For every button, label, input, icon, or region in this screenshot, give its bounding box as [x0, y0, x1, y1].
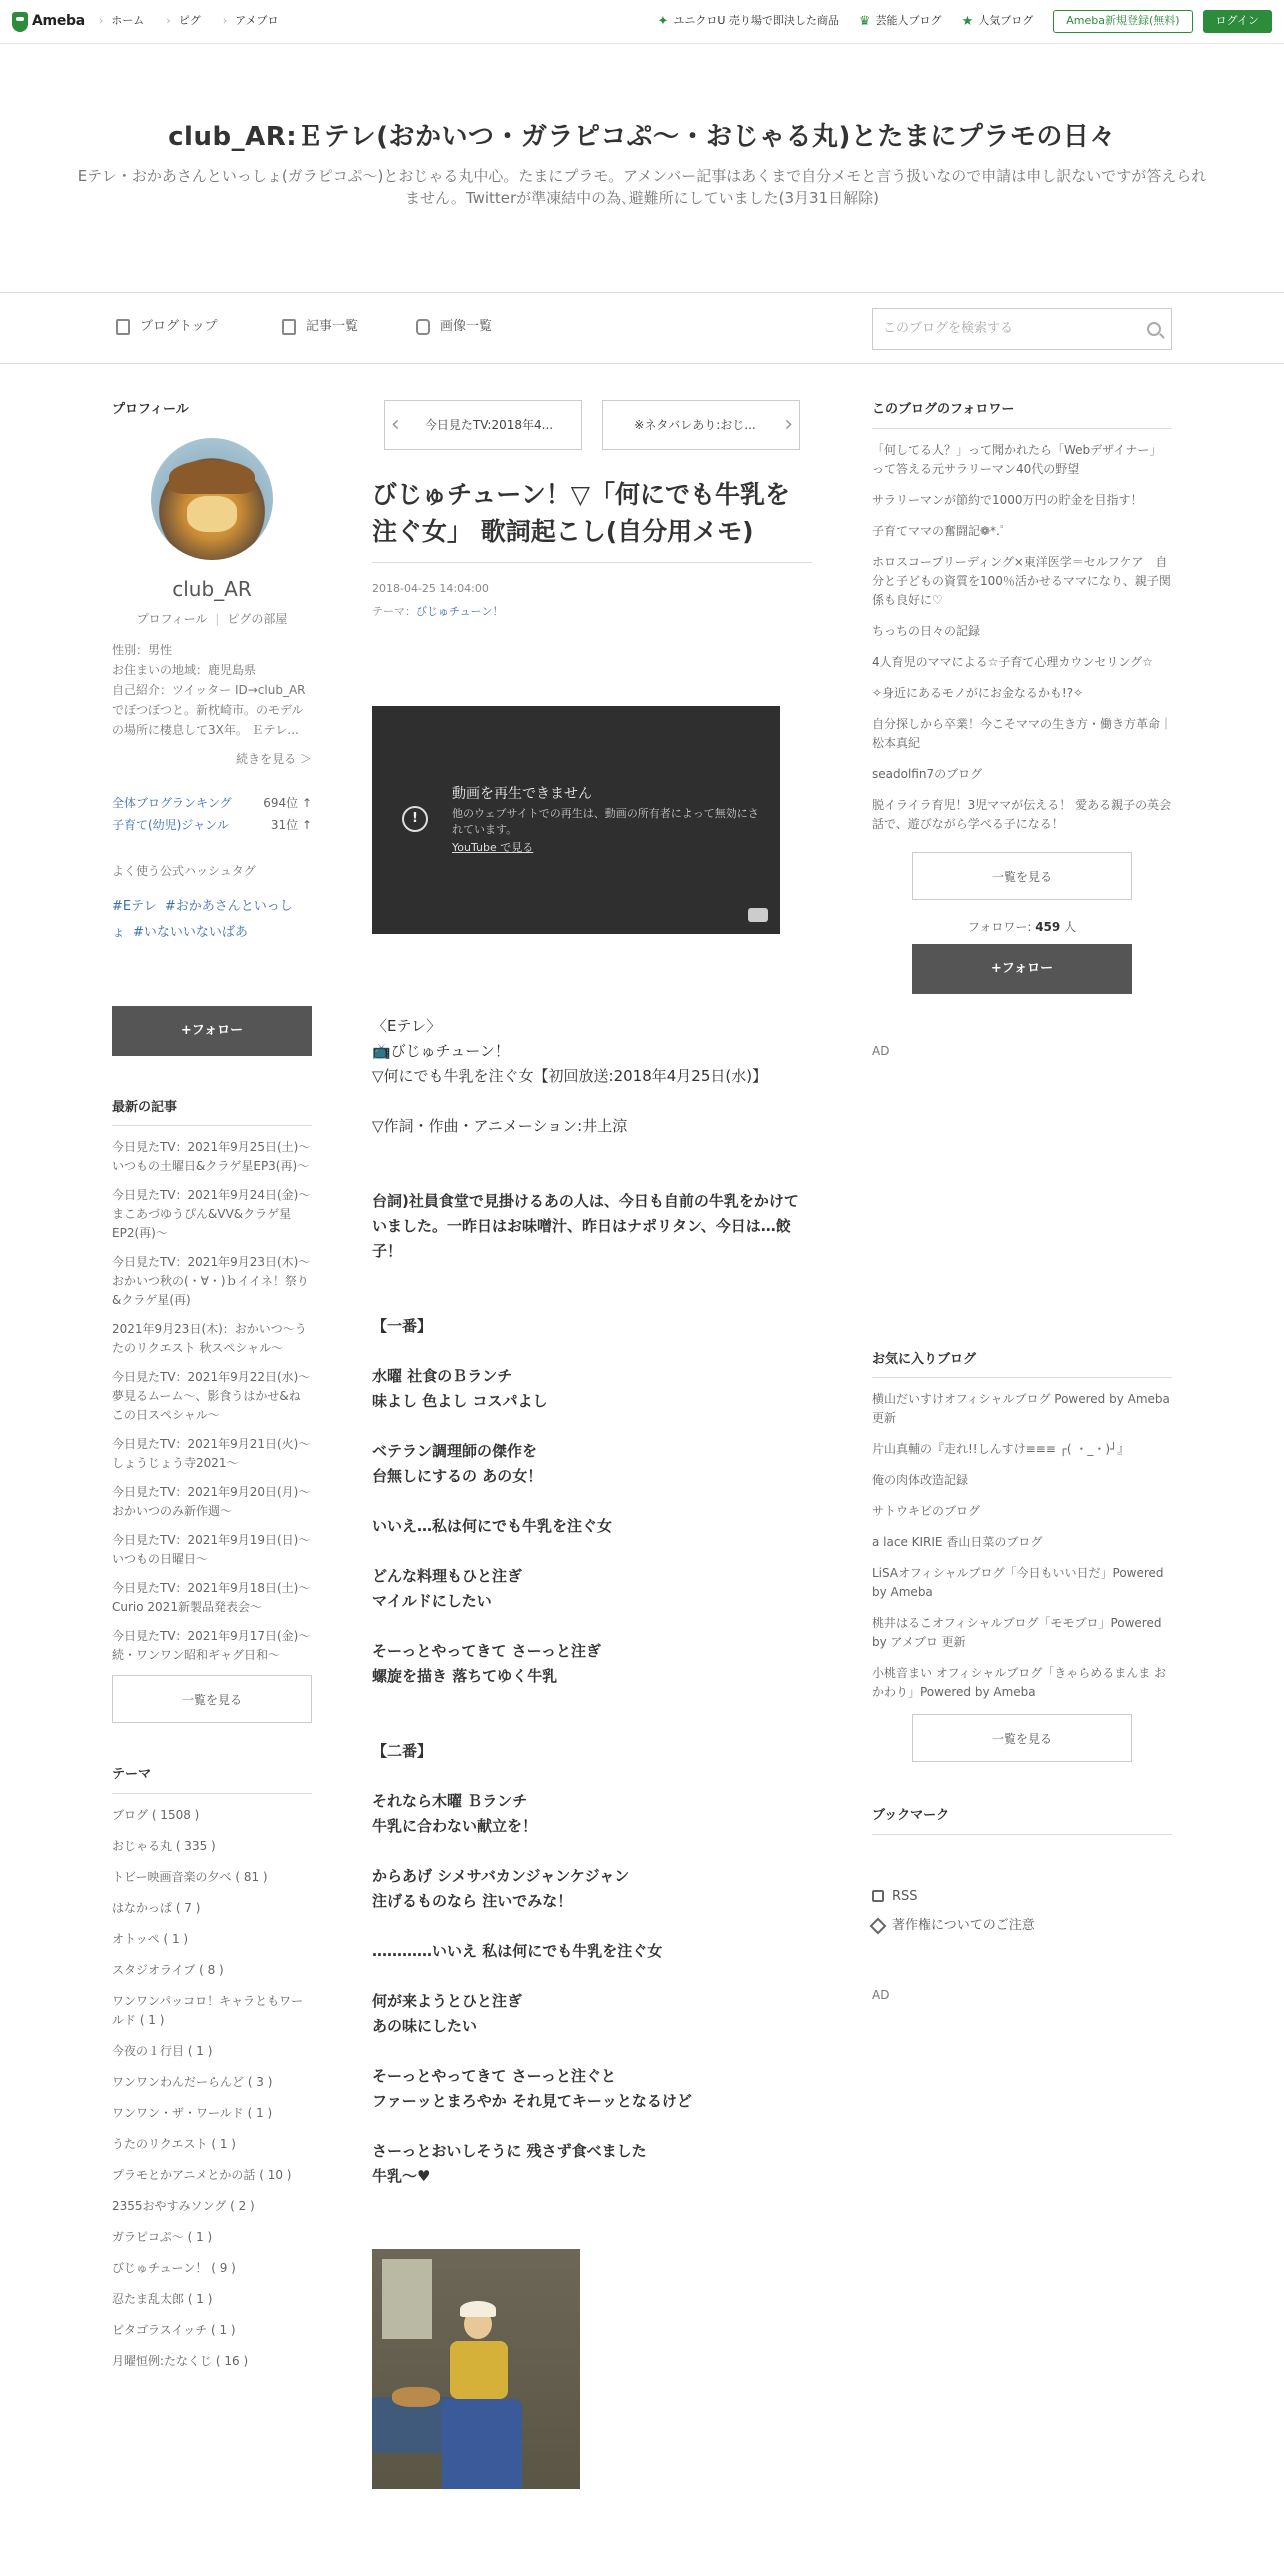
follower-blog-link[interactable]: サラリーマンが節約で1000万円の貯金を目指す！	[872, 492, 1143, 507]
theme-link[interactable]: 月曜恒例:たなくじ ( 16 )	[112, 2353, 249, 2368]
profile-name[interactable]: club_AR	[172, 576, 252, 601]
recent-article-link[interactable]: 今日見たTV：2021年9月23日(木)～おかいつ秋の(・∀・)ｂイイネ！祭り&クラゲ星(再)	[112, 1255, 311, 1307]
profile-heading: プロフィール	[112, 402, 189, 417]
profile-link[interactable]: プロフィール	[136, 611, 208, 626]
avatar[interactable]	[151, 438, 273, 560]
entry-body	[372, 1014, 812, 2189]
ameba-logo-icon	[12, 12, 28, 32]
painting-bodice	[450, 2341, 508, 2399]
nav-home[interactable]: › ホーム	[99, 13, 144, 30]
painting-skirt	[442, 2399, 522, 2489]
hashtag[interactable]: #Eテレ	[112, 898, 157, 914]
hashtag-list	[112, 894, 312, 946]
celebrity-blog-link[interactable]: ♛ 芸能人ブログ	[859, 12, 942, 32]
crown-icon: ♛	[858, 13, 871, 29]
entry-line	[372, 1164, 812, 1189]
entry-line: 水曜 社食のＢランチ	[372, 1367, 513, 1385]
theme-link[interactable]: オトッペ ( 1 )	[112, 1931, 189, 1946]
right-sidebar	[872, 400, 1172, 2004]
prev-entry-link[interactable]: ‹ 今日見たTV:2018年4...	[384, 400, 582, 450]
video-error-title: 動画を再生できません	[452, 786, 592, 802]
entry-line	[372, 1714, 812, 1739]
favorite-blog-link[interactable]: 片山真輔の『走れ!!しんすけ≡≡≡ ┌( ・_・)┘』	[872, 1442, 1130, 1456]
entry-line: 味よし 色よし コスパよし	[372, 1392, 548, 1410]
entry-line: 📺びじゅチューン！	[372, 1042, 510, 1060]
global-header	[0, 0, 1284, 44]
theme-link[interactable]: プラモとかアニメとかの話 ( 10 )	[112, 2167, 292, 2182]
theme-link[interactable]: おじゃる丸 ( 335 )	[112, 1838, 216, 1853]
ranking-genre[interactable]: 子育て(幼児)ジャンル 31位 ↑	[112, 817, 312, 832]
ad-label: AD	[872, 1043, 890, 1058]
recent-article-link[interactable]: 2021年9月23日(木)：おかいつ～うたのリクエスト 秋スペシャル～	[112, 1322, 307, 1355]
pigg-room-link[interactable]: | ピグの部屋	[207, 612, 287, 626]
hashtag-heading: よく使う公式ハッシュタグ	[112, 863, 256, 878]
favorite-blog-link[interactable]: 小桃音まい オフィシャルブログ「きゃらめるまんま おかわり」Powered by Ameba	[872, 1666, 1167, 1699]
entry-line: 台詞)社員食堂で見掛けるあの人は、今日も自前の牛乳をかけていました。一昨日はお味噌汁、昨日はナポリタン、今日は…餃子！	[372, 1192, 799, 1260]
video-error-desc: 他のウェブサイトでの再生は、動画の所有者によって無効にされています。	[452, 807, 759, 836]
entry-line	[372, 1964, 812, 1989]
profile-description: 性別：男性 お住まいの地域：鹿児島県 自己紹介：ツイッター ID→club_ARでぼつぼつと。新枕崎市。のモデルの場所に棲息して3X年。 Ｅテレ...	[112, 642, 306, 737]
follow-button[interactable]: +フォロー	[112, 1006, 312, 1056]
theme-link[interactable]: ピタゴラスイッチ ( 1 )	[112, 2322, 236, 2337]
follower-blog-link[interactable]: 4人育児のママによる☆子育て心理カウンセリング☆	[872, 654, 1153, 669]
entry-line: ファーッとまろやか それ見てキーッとなるけど	[372, 2092, 692, 2110]
left-sidebar	[112, 400, 312, 2383]
blog-search-input[interactable]: このブログを検索する	[872, 308, 1172, 350]
painting-window	[382, 2259, 432, 2339]
entry-line: さーっとおいしそうに 残さず食べました	[372, 2142, 647, 2160]
video-embed[interactable]	[372, 706, 780, 934]
favorite-list	[872, 1390, 1172, 1702]
ad-label-bottom: AD	[872, 1987, 890, 2002]
entry-line: それなら木曜 Ｂランチ	[372, 1792, 528, 1810]
entry-pager	[372, 400, 812, 450]
favorite-blog-link[interactable]: a lace KIRIE 香山日菜のブログ	[872, 1535, 1043, 1549]
global-nav	[99, 13, 279, 30]
follower-blog-link[interactable]: 自分探しから卒業！今こそママの生き方・働き方革命｜松本真紀	[872, 716, 1173, 750]
recent-article-link[interactable]: 今日見たTV：2021年9月25日(土)～いつもの土曜日&クラゲ星EP3(再)～	[112, 1140, 311, 1173]
blog-nav	[0, 292, 1284, 364]
entry-line	[372, 1689, 812, 1714]
entry-line	[372, 1089, 812, 1114]
entry-line	[372, 2114, 812, 2139]
favorites-heading: お気に入りブログ	[872, 1350, 1172, 1379]
recent-article-link[interactable]: 今日見たTV：2021年9月24日(金)～まこあづゆうぴん&VV&クラゲ星EP2(再)～	[112, 1188, 311, 1240]
entry-line: …………いいえ 私は何にでも牛乳を注ぐ女	[372, 1942, 663, 1960]
entry-line: どんな料理もひと注ぎ	[372, 1567, 523, 1585]
favorites-more-button[interactable]: 一覧を見る	[912, 1714, 1132, 1762]
theme-link[interactable]: ブログ ( 1508 )	[112, 1807, 200, 1822]
painting-cap	[460, 2301, 496, 2317]
entry-title: びじゅチューン！▽「何にでも牛乳を注ぐ女」 歌詞起こし(自分用メモ)	[372, 476, 812, 563]
theme-link[interactable]: ワンワンわんだーらんど ( 3 )	[112, 2074, 273, 2089]
entry-line	[372, 1914, 812, 1939]
search-icon[interactable]	[1147, 322, 1161, 336]
entry-line	[372, 1264, 812, 1289]
entry-line	[372, 1339, 812, 1364]
follower-blog-link[interactable]: seadolfin7のブログ	[872, 766, 983, 781]
followers-more-button[interactable]: 一覧を見る	[912, 852, 1132, 900]
login-button[interactable]: ログイン	[1203, 10, 1272, 33]
ranking-overall[interactable]: 全体ブログランキング 694位 ↑	[112, 795, 312, 810]
follower-blog-link[interactable]: 「何してる人？」って聞かれたら「Webデザイナー」って答える元サラリーマン40代の野望	[872, 442, 1162, 476]
entry-line: 【二番】	[372, 1742, 433, 1760]
nav-blog-top[interactable]: ブログトップ	[116, 317, 218, 337]
copyright-link[interactable]: 著作権についてのご注意	[872, 1916, 1172, 1936]
recent-heading: 最新の記事	[112, 1098, 312, 1127]
entry-line: 螺旋を描き 落ちてゆく牛乳	[372, 1667, 558, 1685]
theme-link[interactable]: ワンワン・ザ・ワールド ( 1 )	[112, 2105, 273, 2120]
theme-link[interactable]: 忍たま乱太郎 ( 1 )	[112, 2291, 213, 2306]
entry-line: 牛乳～♥	[372, 2167, 431, 2185]
youtube-link[interactable]: YouTube で見る	[452, 841, 534, 854]
entry-line: からあげ シメサバカンジャンケジャン	[372, 1867, 630, 1885]
copy-icon	[282, 319, 296, 335]
recent-article-link[interactable]: 今日見たTV：2021年9月18日(土)～Curio 2021新製品発表会～	[112, 1581, 311, 1614]
popular-blog-link[interactable]: ★ 人気ブログ	[962, 12, 1034, 32]
follower-blog-link[interactable]: ✧身近にあるモノがにお金なるかも!?✧	[872, 685, 1084, 700]
entry-line: ▽何にでも牛乳を注ぐ女【初回放送:2018年4月25日(水)】	[372, 1067, 768, 1085]
favorite-blog-link[interactable]: 桃井はるこオフィシャルブログ「モモブロ」Powered by アメブロ 更新	[872, 1616, 1162, 1649]
entry-line	[372, 1489, 812, 1514]
profile-more-link[interactable]: 続きを見る ＞	[236, 751, 312, 766]
entry-line	[372, 1289, 812, 1314]
entry-line: そーっとやってきて さーっと注ぐと	[372, 2067, 617, 2085]
theme-link[interactable]: びじゅチューン！ ( 9 )	[112, 2260, 236, 2275]
theme-link[interactable]: ガラピコぷ～ ( 1 )	[112, 2229, 213, 2244]
warning-icon	[870, 1917, 887, 1934]
theme-link[interactable]: うたのリクエスト ( 1 )	[112, 2136, 236, 2151]
follower-blog-link[interactable]: 脱イライラ育児！3児ママが伝える！ 愛ある親子の英会話で、遊びながら学べる子になる！	[872, 797, 1172, 831]
sparkle-icon: ✦	[657, 13, 669, 29]
follower-blog-link[interactable]: ちっちの日々の記録	[872, 623, 981, 638]
follower-count: フォロワー: 459 人	[967, 919, 1077, 934]
ameba-logo[interactable]: Ameba	[12, 11, 85, 32]
document-icon	[116, 319, 130, 335]
hashtag[interactable]: #おかあさんといっしょ	[112, 898, 293, 940]
entry-line: ▽作詞・作曲・アニメーション:井上涼	[372, 1117, 628, 1135]
painting-bread	[392, 2387, 440, 2407]
bookmark-heading: ブックマーク	[872, 1806, 1172, 1835]
entry-line: そーっとやってきて さーっと注ぎ	[372, 1642, 602, 1660]
main-content	[372, 400, 812, 2489]
recent-article-link[interactable]: 今日見たTV：2021年9月22日(水)～夢見るムーム～、影食うはかせ&ねこの日スペシャル～	[112, 1370, 311, 1422]
entry-line	[372, 1764, 812, 1789]
youtube-icon[interactable]	[748, 908, 768, 922]
theme-link[interactable]: ワンワンパッコロ！キャラともワールド ( 1 )	[112, 1993, 304, 2027]
theme-heading: テーマ	[112, 1765, 312, 1794]
entry-theme: テーマ：びじゅチューン！	[372, 604, 504, 618]
entry-line	[372, 2039, 812, 2064]
blog-title[interactable]: club_AR:Ｅテレ(おかいつ・ガラピコぷ～・おじゃる丸)とたまにプラモの日々	[168, 122, 1116, 152]
entry-line: 何が来ようとひと注ぎ	[372, 1992, 523, 2010]
nav-image-list[interactable]: 画像一覧	[416, 317, 492, 337]
recent-more-button[interactable]: 一覧を見る	[112, 1675, 312, 1723]
nav-ameblo[interactable]: › アメブロ	[223, 13, 279, 30]
nav-article-list[interactable]: 記事一覧	[282, 317, 358, 337]
recent-article-link[interactable]: 今日見たTV：2021年9月19日(日)～いつもの日曜日～	[112, 1533, 311, 1566]
followers-heading: このブログのフォロワー	[872, 400, 1172, 429]
profile-links	[112, 610, 312, 628]
register-button[interactable]: Ameba新規登録(無料)	[1053, 10, 1192, 33]
recent-article-link[interactable]: 今日見たTV：2021年9月21日(火)～しょうじょう寺2021～	[112, 1437, 311, 1470]
theme-link[interactable]: トビー映画音楽の夕べ ( 81 )	[112, 1869, 268, 1884]
entry-line: マイルドにしたい	[372, 1592, 492, 1610]
theme-link[interactable]: 2355おやすみソング ( 2 )	[112, 2198, 255, 2213]
theme-link[interactable]: はなかっぱ ( 7 )	[112, 1900, 201, 1915]
favorite-blog-link[interactable]: サトウキビのブログ	[872, 1504, 981, 1518]
entry-line	[372, 1614, 812, 1639]
theme-link[interactable]: 今夜の１行目 ( 1 )	[112, 2043, 213, 2058]
favorite-blog-link[interactable]: LiSAオフィシャルブログ「今日もいい日だ」Powered by Ameba	[872, 1566, 1164, 1599]
favorite-blog-link[interactable]: 横山だいすけオフィシャルブログ Powered by Ameba 更新	[872, 1392, 1170, 1425]
blog-header	[0, 44, 1284, 292]
recent-article-link[interactable]: 今日見たTV：2021年9月20日(月)～おかいつのみ新作週～	[112, 1485, 311, 1518]
promo-link[interactable]: ✦ ユニクロU 売り場で即決した商品	[657, 12, 838, 32]
entry-date: 2018-04-25 14:04:00	[372, 582, 489, 595]
entry-line: 牛乳に合わない献立を！	[372, 1817, 538, 1835]
global-header-right	[657, 10, 1272, 33]
entry-line	[372, 1539, 812, 1564]
favorite-blog-link[interactable]: 俺の肉体改造記録	[872, 1473, 969, 1487]
nav-pigg[interactable]: › ピグ	[166, 13, 200, 30]
entry-line: 〈Eテレ〉	[372, 1017, 442, 1035]
entry-line	[372, 1414, 812, 1439]
entry-line: いいえ…私は何にでも牛乳を注ぐ女	[372, 1517, 613, 1535]
warning-icon: !	[402, 806, 428, 832]
theme-link[interactable]: スタジオライブ ( 8 )	[112, 1962, 224, 1977]
entry-line: ベテラン調理師の傑作を	[372, 1442, 538, 1460]
camera-icon	[416, 319, 430, 335]
follower-list	[872, 441, 1172, 834]
theme-list	[112, 1806, 312, 2371]
milkmaid-image[interactable]	[372, 2249, 580, 2489]
next-entry-link[interactable]: ※ネタバレあり:おじ... ›	[602, 400, 800, 450]
entry-line	[372, 1139, 812, 1164]
blog-description: Eテレ・おかあさんといっしょ(ガラピコぷ～)とおじゃる丸中心。たまにプラモ。アメンバー記事はあくまで自分メモと言う扱いなので申請は申し訳ないですが答えられません。Twitterが準凍結中の為､避難所にしていました(3月31日解除)	[77, 167, 1207, 207]
hashtag[interactable]: #いないいないばあ	[133, 924, 248, 940]
entry-line: 注げるものなら 注いでみな！	[372, 1892, 573, 1910]
ranking	[112, 792, 312, 836]
recent-list	[112, 1138, 312, 1665]
entry-line: 台無しにするの あの女！	[372, 1467, 543, 1485]
rss-link[interactable]: RSS	[872, 1887, 1172, 1907]
entry-theme-link[interactable]: びじゅチューン！	[416, 604, 504, 618]
follow-button-right[interactable]: +フォロー	[912, 944, 1132, 994]
star-icon: ★	[961, 13, 974, 29]
rss-icon	[872, 1890, 884, 1902]
recent-article-link[interactable]: 今日見たTV：2021年9月17日(金)～続・ワンワン昭和ギャグ日和～	[112, 1629, 311, 1662]
follower-blog-link[interactable]: ホロスコープリーディング×東洋医学＝セルフケア 自分と子どもの資質を100％活かせるママになり、親子関係も良好に♡	[872, 554, 1171, 607]
entry-line: あの味にしたい	[372, 2017, 478, 2035]
entry-line: 【一番】	[372, 1317, 433, 1335]
entry-line	[372, 1839, 812, 1864]
follower-blog-link[interactable]: 子育てママの奮闘記❁*.ﾟ	[872, 523, 1006, 538]
